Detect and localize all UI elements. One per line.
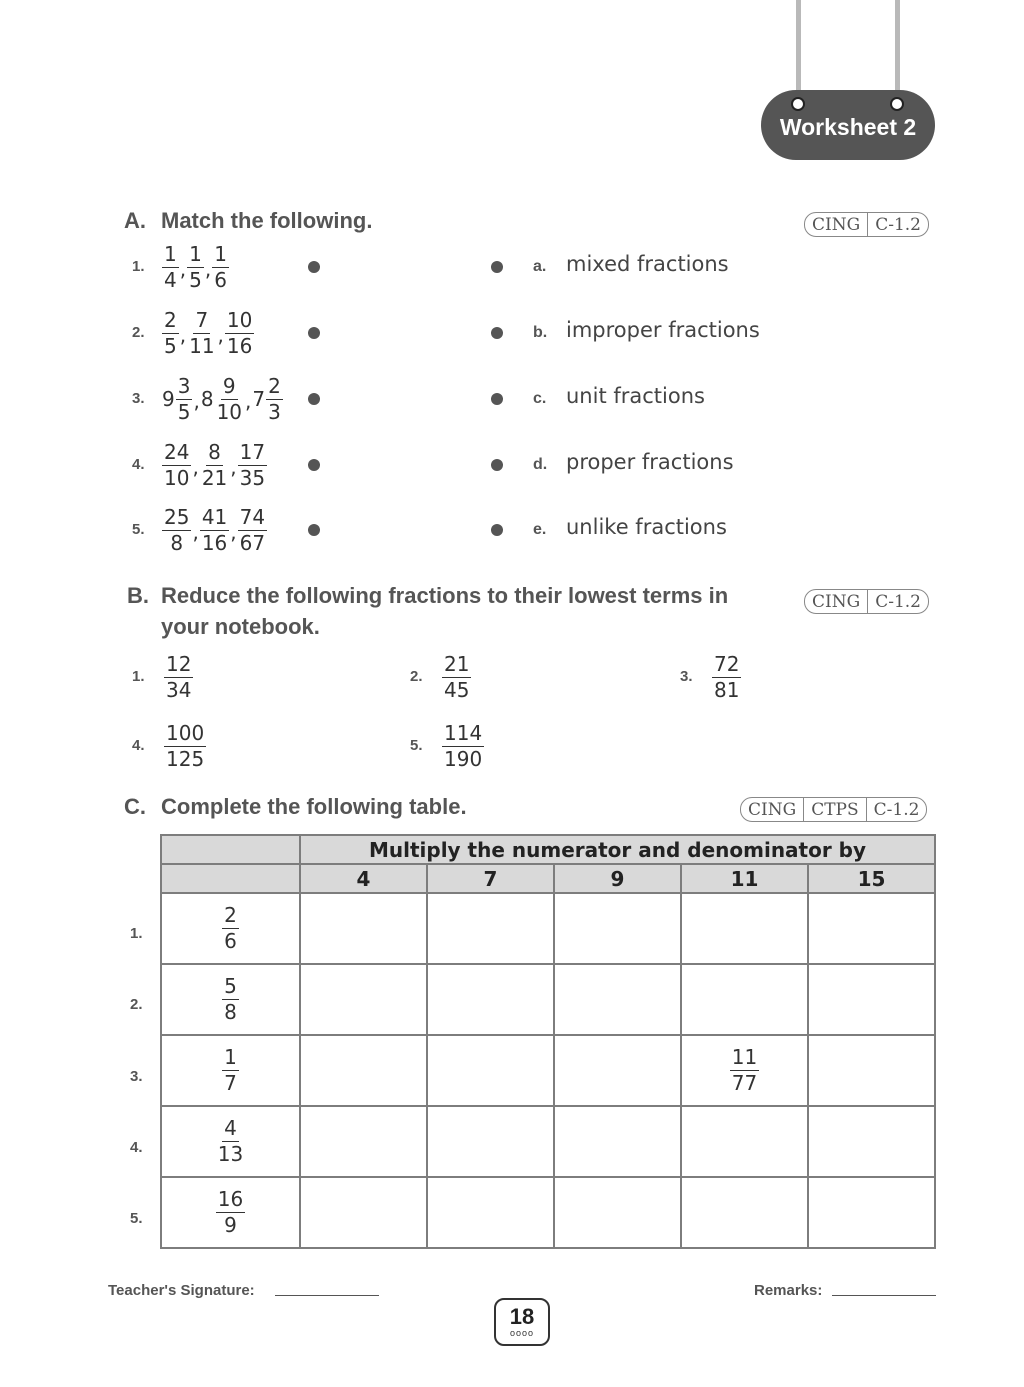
fraction [162, 505, 191, 556]
fraction [164, 721, 206, 772]
answer-cell[interactable] [808, 1035, 935, 1106]
answer-cell[interactable] [554, 1035, 681, 1106]
table-header: Multiply the numerator and denominator by [300, 835, 935, 864]
numerator: 114 [444, 720, 483, 745]
numerator: 11 [731, 1045, 758, 1069]
row-fraction [216, 1116, 245, 1167]
multiplication-table [160, 834, 936, 1249]
answer-cell[interactable] [681, 1177, 808, 1248]
match-dot-left[interactable] [308, 393, 320, 405]
option-text: unit fractions [566, 384, 705, 408]
answer-cell[interactable] [427, 893, 554, 964]
numerator: 9 [222, 373, 236, 398]
denominator: 16 [226, 333, 253, 358]
fraction [238, 505, 267, 556]
numerator: 16 [217, 1187, 244, 1211]
comma: , [217, 323, 224, 347]
table-row-number: 1. [130, 925, 143, 942]
numerator: 2 [268, 373, 281, 398]
badge-cing: CING [748, 799, 797, 820]
row-fraction-cell [161, 964, 300, 1035]
fraction [200, 440, 229, 491]
numerator: 4 [224, 1116, 237, 1140]
fraction [187, 242, 204, 293]
hanger-string-right [895, 0, 900, 100]
option-text: proper fractions [566, 450, 734, 474]
denominator: 10 [164, 465, 190, 490]
row-fraction [222, 903, 239, 954]
denominator: 8 [224, 1000, 237, 1024]
numerator: 1 [164, 241, 177, 266]
numerator: 12 [166, 651, 192, 676]
table-row [161, 1177, 935, 1248]
fraction [162, 308, 179, 359]
comma: , [192, 520, 199, 544]
section-b-letter: B. [127, 583, 149, 608]
item-number: 4. [132, 737, 145, 754]
whole-number: 7 [252, 387, 266, 411]
teacher-signature-line[interactable] [275, 1295, 379, 1296]
numerator: 1 [214, 241, 227, 266]
match-dot-left[interactable] [308, 261, 320, 273]
item-number: 1. [132, 668, 145, 685]
answer-cell[interactable] [300, 893, 427, 964]
numerator: 2 [224, 903, 237, 927]
fraction [176, 374, 193, 425]
hanger-ring-left [791, 97, 805, 111]
multiplier-row [161, 864, 935, 893]
remarks-line[interactable] [832, 1295, 936, 1296]
section-c-heading [124, 791, 467, 822]
match-item-fractions [162, 303, 254, 363]
item-number: 5. [132, 521, 145, 538]
answer-cell[interactable] [808, 964, 935, 1035]
fraction [212, 242, 229, 293]
denominator: 5 [177, 399, 191, 424]
denominator: 5 [164, 333, 177, 358]
table-corner-cell [161, 864, 300, 893]
table-row [161, 1035, 935, 1106]
multiplier-header: 7 [427, 864, 554, 893]
option-text: unlike fractions [566, 515, 727, 539]
numerator: 100 [166, 720, 205, 745]
answer-cell[interactable] [808, 1177, 935, 1248]
page-number-badge [494, 1298, 550, 1346]
fraction [200, 505, 229, 556]
section-a-letter: A. [124, 208, 146, 233]
comma: , [245, 389, 252, 413]
match-dot-left[interactable] [308, 327, 320, 339]
whole-number: 8 [200, 387, 214, 411]
reduce-item-fraction [712, 647, 741, 707]
answer-fraction [730, 1045, 759, 1096]
numerator: 25 [164, 504, 190, 529]
fraction [162, 440, 191, 491]
denominator: 77 [731, 1071, 758, 1095]
section-b-title-line2: your notebook. [161, 614, 320, 639]
badge-ctps: CTPS [803, 798, 865, 821]
comma: , [230, 520, 237, 544]
page-number: 18 [509, 1304, 535, 1329]
item-number: 4. [132, 456, 145, 473]
answer-cell[interactable] [681, 1106, 808, 1177]
fraction [215, 374, 244, 425]
denominator: 4 [164, 267, 177, 292]
section-a-title: Match the following. [161, 208, 373, 233]
match-dot-right[interactable] [491, 524, 503, 536]
teacher-signature-label: Teacher's Signature: [108, 1282, 255, 1299]
numerator: 10 [226, 307, 253, 332]
table-corner-cell [161, 835, 300, 864]
answer-cell[interactable] [681, 893, 808, 964]
section-c-letter: C. [124, 794, 146, 819]
section-c-title: Complete the following table. [161, 794, 467, 819]
answer-cell[interactable] [554, 964, 681, 1035]
denominator: 7 [224, 1071, 237, 1095]
comma: , [192, 455, 199, 479]
section-a-heading [124, 205, 372, 236]
match-dot-right[interactable] [491, 459, 503, 471]
match-dot-right[interactable] [491, 393, 503, 405]
section-c-badges [740, 797, 927, 822]
denominator: 190 [444, 746, 483, 771]
reduce-item-fraction [442, 716, 484, 776]
remarks-label: Remarks: [754, 1282, 823, 1299]
reduce-item-fraction [442, 647, 471, 707]
row-fraction-cell [161, 1106, 300, 1177]
badge-c12: C-1.2 [867, 213, 928, 236]
option-letter: d. [533, 456, 548, 473]
numerator: 2 [164, 307, 177, 332]
match-dot-left[interactable] [308, 524, 320, 536]
item-number: 2. [410, 668, 423, 685]
answer-cell[interactable] [427, 1035, 554, 1106]
numerator: 72 [714, 651, 740, 676]
comma: , [179, 257, 187, 281]
row-fraction [222, 1045, 239, 1096]
table-row [161, 964, 935, 1035]
badge-c12: C-1.2 [867, 590, 928, 613]
numerator: 24 [164, 439, 190, 464]
row-fraction-cell [161, 1035, 300, 1106]
comma: , [230, 455, 237, 479]
match-dot-right[interactable] [491, 327, 503, 339]
answer-cell[interactable] [427, 964, 554, 1035]
denominator: 9 [224, 1213, 237, 1237]
worksheet-tag [761, 90, 935, 160]
hanger-ring-right [890, 97, 904, 111]
numerator: 8 [208, 439, 221, 464]
section-a-badges [804, 212, 929, 237]
denominator: 34 [166, 677, 192, 702]
answer-cell[interactable] [808, 1106, 935, 1177]
section-b-badges [804, 589, 929, 614]
answer-cell[interactable] [681, 1035, 808, 1106]
table-row-number: 4. [130, 1138, 143, 1156]
denominator: 45 [444, 677, 470, 702]
numerator: 41 [201, 504, 228, 529]
denominator: 67 [239, 530, 266, 555]
denominator: 16 [201, 530, 228, 555]
match-dot-left[interactable] [308, 459, 320, 471]
comma: , [193, 389, 200, 413]
badge-cing: CING [812, 214, 861, 235]
option-letter: a. [533, 258, 547, 275]
answer-cell[interactable] [554, 1177, 681, 1248]
match-item-fractions [162, 435, 267, 495]
row-fraction-cell [161, 1177, 300, 1248]
numerator: 5 [224, 974, 237, 998]
match-item-fractions [162, 237, 229, 297]
option-text: improper fractions [566, 318, 760, 342]
answer-cell[interactable] [300, 1177, 427, 1248]
fraction [187, 308, 216, 359]
row-fraction [222, 974, 239, 1025]
denominator: 6 [224, 929, 237, 953]
section-b-heading [127, 580, 728, 642]
match-item-fractions [162, 369, 283, 429]
hanger-string-left [796, 0, 801, 100]
fraction [225, 308, 254, 359]
numerator: 17 [239, 439, 266, 464]
table-row [161, 1106, 935, 1177]
numerator: 74 [239, 504, 266, 529]
fraction [712, 652, 741, 703]
denominator: 8 [170, 530, 184, 555]
numerator: 21 [444, 651, 470, 676]
answer-cell[interactable] [808, 893, 935, 964]
option-letter: c. [533, 390, 547, 407]
answer-cell[interactable] [681, 964, 808, 1035]
section-b-title-line1: Reduce the following fractions to their lowest terms in [161, 583, 729, 608]
denominator: 5 [189, 267, 202, 292]
multiplier-header: 11 [681, 864, 808, 893]
numerator: 1 [224, 1045, 237, 1069]
whole-number: 9 [162, 387, 175, 411]
numerator: 3 [177, 373, 191, 398]
table-row [161, 893, 935, 964]
match-item-fractions [162, 500, 267, 560]
item-number: 3. [680, 668, 693, 685]
fraction [442, 721, 484, 772]
reduce-item-fraction [164, 716, 206, 776]
fraction [162, 242, 179, 293]
denominator: 6 [214, 267, 227, 292]
fraction [442, 652, 471, 703]
page-dots: oooo [509, 1328, 535, 1338]
row-fraction [216, 1187, 245, 1238]
denominator: 125 [166, 746, 205, 771]
worksheet-title: Worksheet 2 [779, 113, 917, 140]
badge-cing: CING [812, 591, 861, 612]
fraction [238, 440, 267, 491]
item-number: 3. [132, 390, 145, 407]
answer-cell[interactable] [300, 964, 427, 1035]
denominator: 10 [216, 399, 243, 424]
denominator: 11 [189, 333, 215, 358]
answer-cell[interactable] [300, 1106, 427, 1177]
fraction [266, 374, 283, 425]
denominator: 3 [268, 399, 281, 424]
answer-cell[interactable] [427, 1177, 554, 1248]
table-row-number: 2. [130, 996, 143, 1014]
answer-cell[interactable] [554, 1106, 681, 1177]
item-number: 5. [410, 737, 423, 754]
option-text: mixed fractions [566, 252, 729, 276]
numerator: 7 [195, 307, 209, 332]
answer-cell[interactable] [554, 893, 681, 964]
table-row-number: 3. [130, 1067, 143, 1085]
multiplier-header: 4 [300, 864, 427, 893]
table-row-number: 5. [130, 1210, 143, 1228]
row-fraction-cell [161, 893, 300, 964]
multiplier-header: 15 [808, 864, 935, 893]
multiplier-header: 9 [554, 864, 681, 893]
option-letter: b. [533, 324, 548, 341]
fraction [164, 652, 193, 703]
reduce-item-fraction [164, 647, 193, 707]
item-number: 2. [132, 324, 145, 341]
denominator: 21 [201, 465, 228, 490]
option-letter: e. [533, 521, 547, 538]
comma: , [179, 323, 187, 347]
comma: , [204, 257, 212, 281]
denominator: 81 [714, 677, 740, 702]
answer-cell[interactable] [300, 1035, 427, 1106]
denominator: 13 [217, 1142, 244, 1166]
badge-c12: C-1.2 [866, 798, 927, 821]
denominator: 35 [239, 465, 266, 490]
item-number: 1. [132, 258, 145, 275]
answer-cell[interactable] [427, 1106, 554, 1177]
numerator: 1 [189, 241, 202, 266]
match-dot-right[interactable] [491, 261, 503, 273]
